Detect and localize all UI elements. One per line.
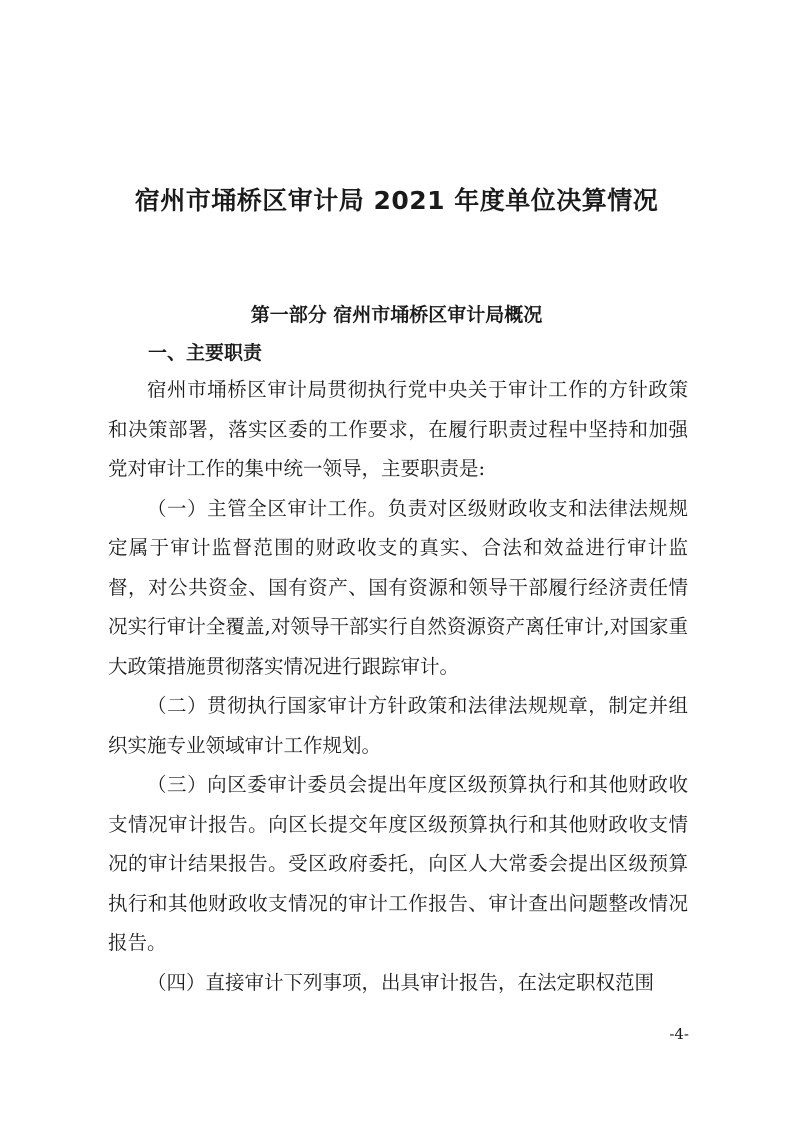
paragraph-intro: 宿州市埇桥区审计局贯彻执行党中央关于审计工作的方针政策和决策部署，落实区委的工作要求，在履行职责过程中坚持和加强党对审计工作的集中统一领导，主要职责是: [108, 378, 688, 480]
document-title: 宿州市埇桥区审计局 2021 年度单位决算情况 [134, 186, 659, 215]
paragraph-duty-3: （三）向区委审计委员会提出年度区级预算执行和其他财政收支情况审计报告。向区长提交年度区级预算执行和其他财政收支情况的审计结果报告。受区政府委托，向区人大常委会提出区级预算执行和其他财政收支情况的审计工作报告、审计查出问题整改情况报告。 [108, 773, 688, 954]
paragraph-duty-2: （二）贯彻执行国家审计方针政策和法律法规规章，制定并组织实施专业领域审计工作规划。 [108, 694, 688, 757]
section-heading: 一、主要职责 [148, 342, 263, 364]
page-number: -4- [669, 1025, 689, 1043]
part-heading: 第一部分 宿州市埇桥区审计局概况 [250, 304, 543, 326]
body-text [108, 370, 688, 1002]
paragraph-duty-4: （四）直接审计下列事项，出具审计报告，在法定职权范围 [147, 970, 655, 994]
paragraph-duty-1: （一）主管全区审计工作。负责对区级财政收支和法律法规规定属于审计监督范围的财政收支的真实、合法和效益进行审计监督，对公共资金、国有资产、国有资源和领导干部履行经济责任情况实行审计全覆盖,对领导干部实行自然资源资产离任审计,对国家重大政策措施贯彻落实情况进行跟踪审计。 [108, 496, 688, 678]
